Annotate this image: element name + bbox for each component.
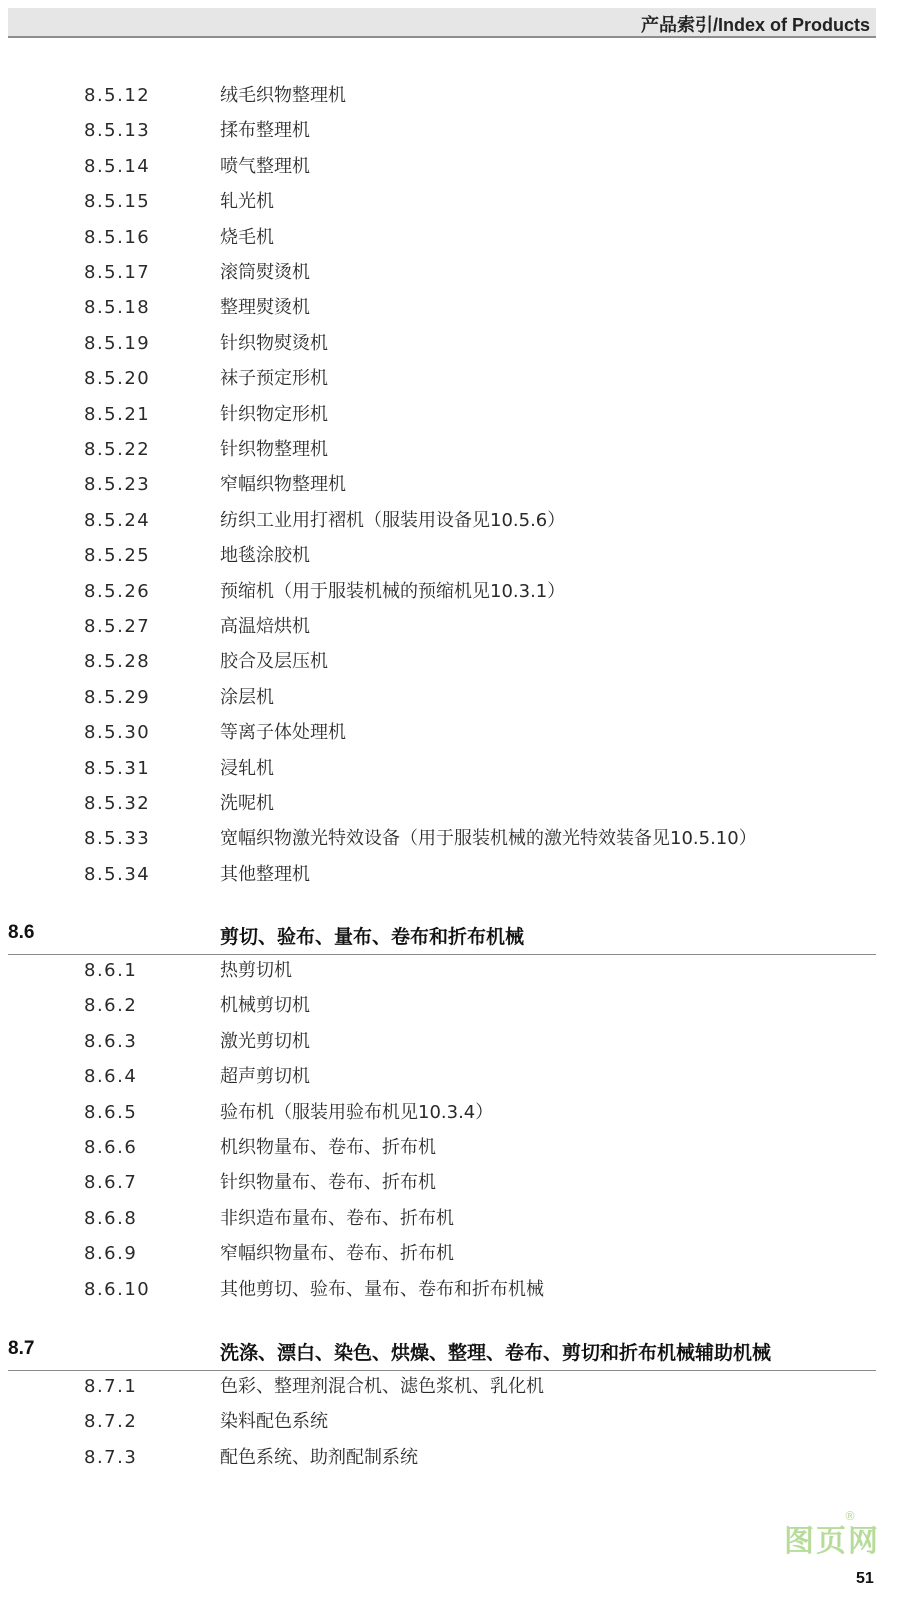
list-item bbox=[0, 578, 920, 606]
item-name: 针织物定形机 bbox=[220, 403, 328, 425]
page-number: 51 bbox=[856, 1570, 874, 1587]
item-code: 8.6.9 bbox=[84, 1243, 138, 1265]
list-item bbox=[0, 719, 920, 747]
section-code: 8.6 bbox=[8, 922, 35, 943]
item-code: 8.5.33 bbox=[84, 828, 151, 850]
list-item bbox=[0, 648, 920, 676]
list-item bbox=[0, 153, 920, 181]
list-item bbox=[0, 1099, 920, 1127]
item-name: 预缩机（用于服装机械的预缩机见10.3.1） bbox=[220, 580, 566, 602]
watermark-logo: 图页网 bbox=[784, 1524, 880, 1559]
item-name: 轧光机 bbox=[220, 191, 274, 213]
list-item bbox=[0, 790, 920, 818]
item-name: 涂层机 bbox=[220, 686, 274, 708]
list-item bbox=[0, 755, 920, 783]
item-code: 8.5.13 bbox=[84, 120, 151, 142]
list-item bbox=[0, 1373, 920, 1401]
item-name: 针织物熨烫机 bbox=[220, 332, 328, 354]
list-item bbox=[0, 188, 920, 216]
list-item bbox=[0, 1276, 920, 1304]
item-name: 机织物量布、卷布、折布机 bbox=[220, 1137, 436, 1158]
item-name: 胶合及层压机 bbox=[220, 651, 328, 673]
item-name: 非织造布量布、卷布、折布机 bbox=[220, 1207, 454, 1229]
item-name: 染料配色系统 bbox=[220, 1411, 328, 1433]
item-code: 8.5.26 bbox=[84, 580, 151, 602]
item-name: 针织物整理机 bbox=[220, 439, 328, 460]
item-code: 8.5.25 bbox=[84, 545, 151, 567]
item-name: 窄幅织物量布、卷布、折布机 bbox=[220, 1243, 454, 1265]
item-name: 喷气整理机 bbox=[220, 155, 310, 177]
page-header-title: 产品索引/Index of Products bbox=[640, 15, 870, 35]
header-bar bbox=[8, 8, 876, 38]
item-code: 8.5.15 bbox=[84, 191, 151, 213]
list-item bbox=[0, 1063, 920, 1091]
item-name: 其他整理机 bbox=[220, 863, 310, 885]
item-code: 8.7.1 bbox=[84, 1376, 138, 1397]
item-code: 8.6.4 bbox=[84, 1066, 138, 1088]
list-item bbox=[0, 117, 920, 145]
list-item bbox=[0, 1134, 920, 1162]
item-code: 8.5.27 bbox=[84, 616, 151, 637]
section-title: 剪切、验布、量布、卷布和折布机械 bbox=[220, 926, 525, 948]
item-name: 烧毛机 bbox=[220, 226, 274, 248]
item-name: 窄幅织物整理机 bbox=[220, 474, 346, 496]
item-name: 浸轧机 bbox=[220, 757, 274, 779]
section-heading-8-6 bbox=[8, 918, 876, 955]
list-item bbox=[0, 684, 920, 712]
list-item bbox=[0, 1444, 920, 1472]
item-name: 配色系统、助剂配制系统 bbox=[220, 1446, 418, 1468]
item-name: 高温焙烘机 bbox=[220, 616, 310, 637]
list-item bbox=[0, 259, 920, 287]
section-heading-8-7 bbox=[8, 1334, 876, 1371]
section-code: 8.7 bbox=[8, 1338, 35, 1359]
item-name: 等离子体处理机 bbox=[220, 722, 346, 744]
item-name: 激光剪切机 bbox=[220, 1030, 310, 1052]
item-code: 8.5.17 bbox=[84, 262, 151, 283]
item-name: 超声剪切机 bbox=[220, 1066, 310, 1088]
registered-mark: ® bbox=[844, 1509, 856, 1523]
item-code: 8.5.16 bbox=[84, 226, 151, 248]
item-code: 8.5.20 bbox=[84, 368, 151, 390]
list-item bbox=[0, 436, 920, 464]
item-name: 热剪切机 bbox=[220, 960, 292, 981]
item-code: 8.6.1 bbox=[84, 960, 138, 981]
item-code: 8.5.24 bbox=[84, 509, 151, 531]
item-code: 8.5.14 bbox=[84, 155, 151, 177]
item-name: 针织物量布、卷布、折布机 bbox=[220, 1172, 436, 1194]
list-item bbox=[0, 613, 920, 641]
item-code: 8.5.34 bbox=[84, 863, 151, 885]
section-title: 洗涤、漂白、染色、烘燥、整理、卷布、剪切和折布机械辅助机械 bbox=[220, 1342, 772, 1364]
item-code: 8.6.6 bbox=[84, 1137, 138, 1158]
item-name: 洗呢机 bbox=[220, 793, 274, 814]
item-code: 8.7.3 bbox=[84, 1446, 138, 1468]
item-code: 8.5.22 bbox=[84, 439, 151, 460]
item-code: 8.5.30 bbox=[84, 722, 151, 744]
item-code: 8.5.23 bbox=[84, 474, 151, 496]
list-item bbox=[0, 861, 920, 889]
item-code: 8.6.7 bbox=[84, 1172, 138, 1194]
list-item bbox=[0, 1205, 920, 1233]
item-name: 色彩、整理剂混合机、滤色浆机、乳化机 bbox=[220, 1376, 544, 1397]
item-name: 机械剪切机 bbox=[220, 995, 310, 1017]
list-item bbox=[0, 294, 920, 322]
item-name: 宽幅织物激光特效设备（用于服装机械的激光特效装备见10.5.10） bbox=[220, 828, 757, 850]
list-item bbox=[0, 507, 920, 535]
item-name: 验布机（服装用验布机见10.3.4） bbox=[220, 1101, 494, 1123]
item-name: 袜子预定形机 bbox=[220, 368, 328, 390]
list-item bbox=[0, 1028, 920, 1056]
item-code: 8.6.10 bbox=[84, 1278, 151, 1300]
list-item bbox=[0, 401, 920, 429]
item-name: 其他剪切、验布、量布、卷布和折布机械 bbox=[220, 1278, 544, 1300]
item-code: 8.6.5 bbox=[84, 1101, 138, 1123]
item-name: 整理熨烫机 bbox=[220, 297, 310, 319]
item-code: 8.5.21 bbox=[84, 403, 151, 425]
item-code: 8.7.2 bbox=[84, 1411, 138, 1433]
item-code: 8.6.8 bbox=[84, 1207, 138, 1229]
item-code: 8.6.3 bbox=[84, 1030, 138, 1052]
item-code: 8.6.2 bbox=[84, 995, 138, 1017]
list-item bbox=[0, 1408, 920, 1436]
item-name: 地毯涂胶机 bbox=[220, 545, 310, 567]
list-item bbox=[0, 1169, 920, 1197]
item-name: 绒毛织物整理机 bbox=[220, 85, 346, 106]
list-item bbox=[0, 82, 920, 110]
list-item bbox=[0, 471, 920, 499]
item-name: 揉布整理机 bbox=[220, 120, 310, 142]
list-item bbox=[0, 330, 920, 358]
item-code: 8.5.32 bbox=[84, 793, 151, 814]
list-item bbox=[0, 224, 920, 252]
item-code: 8.5.29 bbox=[84, 686, 151, 708]
item-code: 8.5.28 bbox=[84, 651, 151, 673]
list-item bbox=[0, 957, 920, 985]
list-item bbox=[0, 992, 920, 1020]
item-name: 滚筒熨烫机 bbox=[220, 262, 310, 283]
list-item bbox=[0, 825, 920, 853]
item-name: 纺织工业用打褶机（服装用设备见10.5.6） bbox=[220, 509, 566, 531]
item-code: 8.5.12 bbox=[84, 85, 151, 106]
list-item bbox=[0, 542, 920, 570]
list-item bbox=[0, 365, 920, 393]
item-code: 8.5.19 bbox=[84, 332, 151, 354]
item-code: 8.5.18 bbox=[84, 297, 151, 319]
list-item bbox=[0, 1240, 920, 1268]
item-code: 8.5.31 bbox=[84, 757, 151, 779]
